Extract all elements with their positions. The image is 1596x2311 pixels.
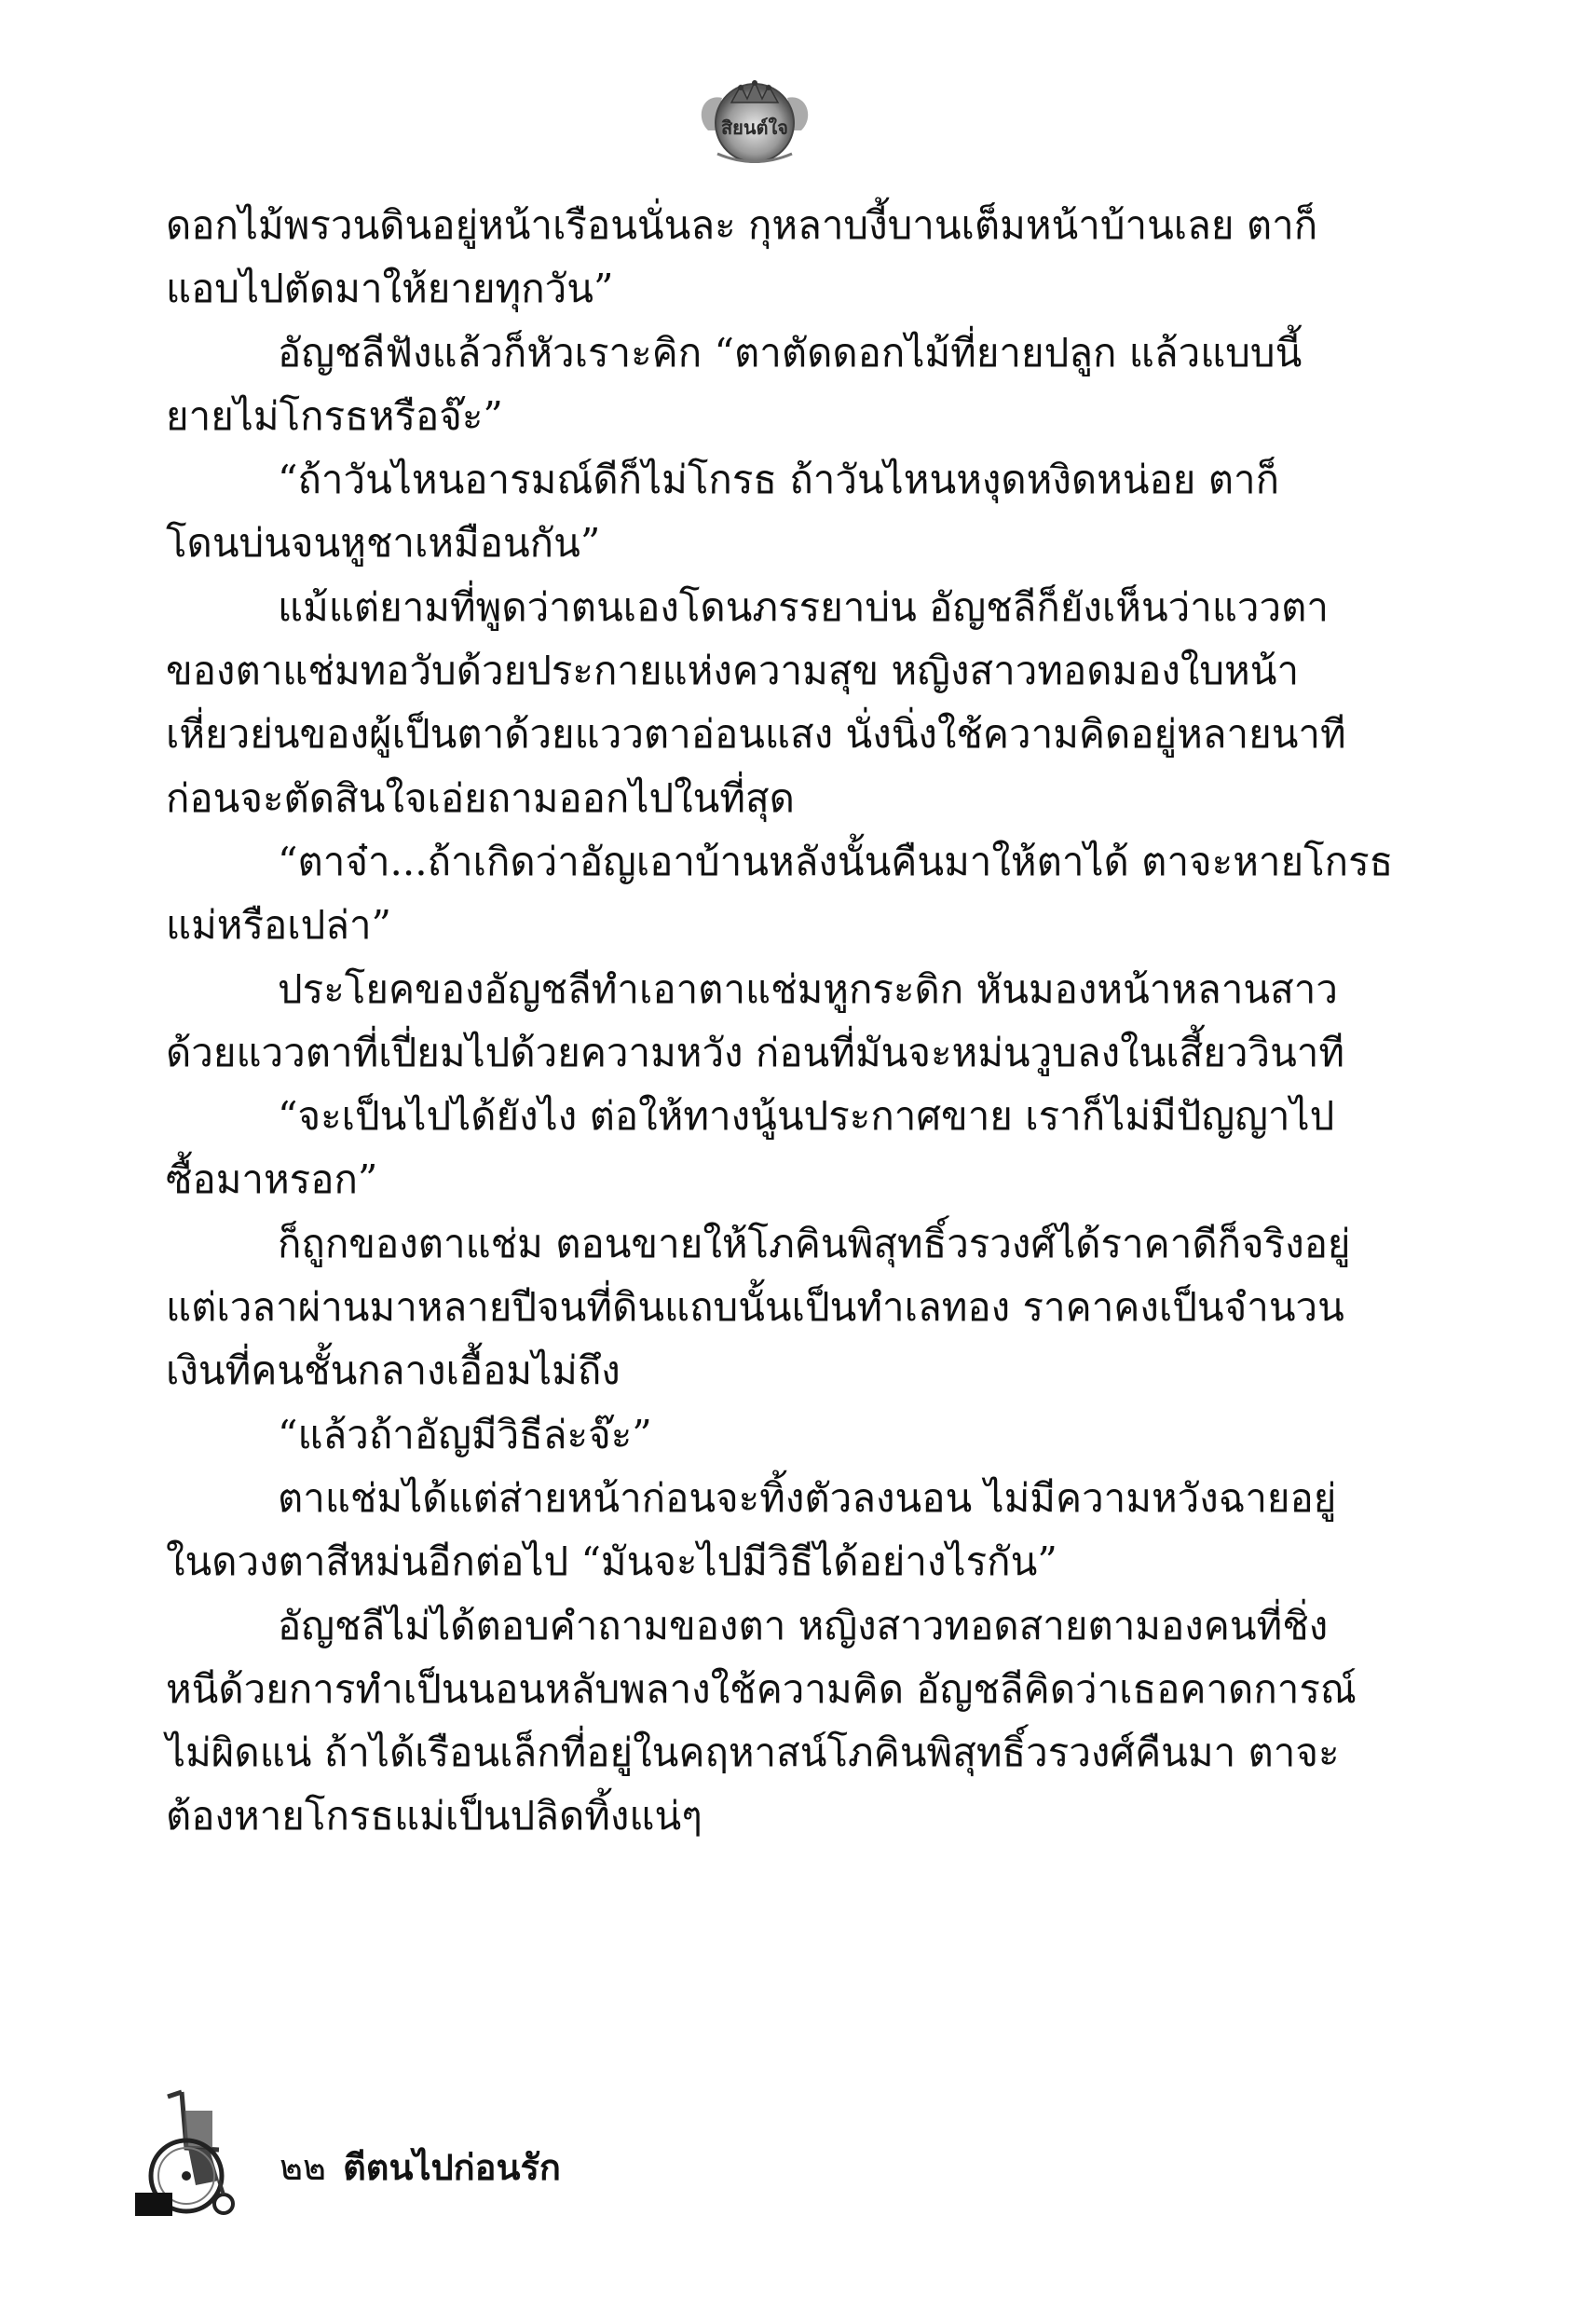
text-line: ต้องหายโกรธแม่เป็นปลิดทิ้งแน่ๆ xyxy=(166,1793,703,1839)
wheelchair-icon xyxy=(130,2083,242,2227)
main-text-body xyxy=(166,194,1394,1849)
text-line: “แล้วถ้าอัญมีวิธีล่ะจ๊ะ” xyxy=(278,1411,652,1457)
text-line: ยายไม่โกรธหรือจ๊ะ” xyxy=(166,392,503,439)
book-title: ตีตนไปก่อนรัก xyxy=(343,2147,561,2188)
text-line: แต่เวลาผ่านมาหลายปีจนที่ดินแถบนั้นเป็นทำเลทอง ราคาคงเป็นจำนวน xyxy=(166,1284,1344,1331)
text-line: “จะเป็นไปได้ยังไง ต่อให้ทางนู้นประกาศขาย เราก็ไม่มีปัญญาไป xyxy=(278,1093,1335,1140)
text-line: แม้แต่ยามที่พูดว่าตนเองโดนภรรยาบ่น อัญชลีก็ยังเห็นว่าแววตา xyxy=(278,583,1329,630)
page-footer xyxy=(130,2083,783,2232)
text-line: ก็ถูกของตาแช่ม ตอนขายให้โภคินพิสุทธิ์วรวงศ์ได้ราคาดีก็จริงอยู่ xyxy=(278,1220,1351,1266)
logo-text: สิยนต์ใจ xyxy=(720,116,789,139)
page-number: ๒๒ xyxy=(280,2147,327,2188)
text-line: ด้วยแววตาที่เปี่ยมไปด้วยความหวัง ก่อนที่มันจะหม่นวูบลงในเสี้ยววินาที xyxy=(166,1029,1345,1075)
text-line: ดอกไม้พรวนดินอยู่หน้าเรือนนั่นละ กุหลาบงี้บานเต็มหน้าบ้านเลย ตาก็ xyxy=(166,202,1318,248)
text-line: เหี่ยวย่นของผู้เป็นตาด้วยแววตาอ่อนแสง นั่งนิ่งใช้ความคิดอยู่หลายนาที xyxy=(166,711,1346,758)
footer-caption xyxy=(280,2139,561,2195)
text-line: ของตาแช่มทอวับด้วยประกายแห่งความสุข หญิงสาวทอดมองใบหน้า xyxy=(166,648,1300,694)
text-line: เงินที่คนชั้นกลางเอื้อมไม่ถึง xyxy=(166,1347,621,1394)
text-line: “ตาจ๋า...ถ้าเกิดว่าอัญเอาบ้านหลังนั้นคืนมาให้ตาได้ ตาจะหายโกรธ xyxy=(278,838,1394,884)
text-line: แอบไปตัดมาให้ยายทุกวัน” xyxy=(166,266,614,312)
text-line: ในดวงตาสีหม่นอีกต่อไป “มันจะไปมีวิธีได้อย่างไรกัน” xyxy=(166,1538,1057,1585)
text-line: ตาแช่มได้แต่ส่ายหน้าก่อนจะทิ้งตัวลงนอน ไม่มีความหวังฉายอยู่ xyxy=(278,1474,1337,1521)
text-line: ไม่ผิดแน่ ถ้าได้เรือนเล็กที่อยู่ในคฤหาสน์โภคินพิสุทธิ์วรวงศ์คืนมา ตาจะ xyxy=(166,1730,1340,1776)
text-line: อัญชลีไม่ได้ตอบคำถามของตา หญิงสาวทอดสายตามองคนที่ชิ่ง xyxy=(278,1602,1329,1648)
text-line: โดนบ่นจนหูชาเหมือนกัน” xyxy=(166,520,601,567)
text-line: “ถ้าวันไหนอารมณ์ดีก็ไม่โกรธ ถ้าวันไหนหงุดหงิดหน่อย ตาก็ xyxy=(278,457,1279,503)
text-line: อัญชลีฟังแล้วก็หัวเราะคิก “ตาตัดดอกไม้ที่ยายปลูก แล้วแบบนี้ xyxy=(278,329,1303,376)
text-line: ประโยคของอัญชลีทำเอาตาแช่มหูกระดิก หันมองหน้าหลานสาว xyxy=(278,965,1338,1012)
text-line: หนีด้วยการทำเป็นนอนหลับพลางใช้ความคิด อัญชลีคิดว่าเธอคาดการณ์ xyxy=(166,1665,1357,1712)
text-line: ก่อนจะตัดสินใจเอ่ยถามออกไปในที่สุด xyxy=(166,774,795,821)
text-line: ซื้อมาหรอก” xyxy=(166,1156,378,1203)
text-line: แม่หรือเปล่า” xyxy=(166,902,392,949)
ornament-logo-icon xyxy=(689,65,820,177)
